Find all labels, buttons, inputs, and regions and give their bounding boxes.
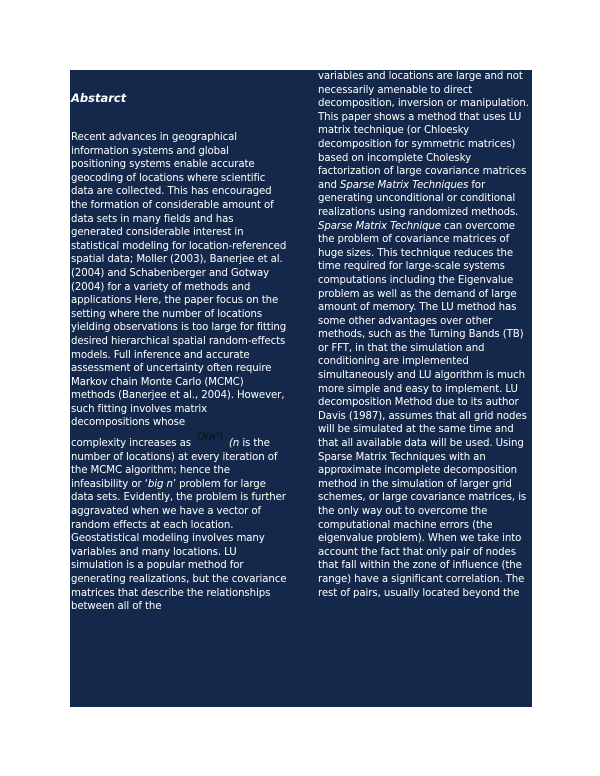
complexity-rest: is the number of locations) at every iteration of the MCMC algorithm; hence the infeasibility or ‘ <box>71 438 278 490</box>
complexity-formula: O(n³) <box>197 432 223 444</box>
n-variable: (n <box>228 438 240 450</box>
abstract-heading: Abstarct <box>71 91 127 105</box>
left-paragraph-a: Recent advances in geographical information systems and global positioning systems enable accurate geocoding of locations where scientific data are collected. This has encouraged the formation of considerable amount of data sets in many fields and has generated considerable interest in statistical modeling for location-referenced spatial data; Moller (2003), Banerjee et al. (2004) and Schabenberger and Gotway (2004) for a variety of methods and applications Here, the paper focus on the setting where the number of locations yielding observations is too large for fitting desired hierarchical spatial random-effects models. Full inference and accurate assessment of uncertainty often require Markov chain Monte Carlo (MCMC) methods (Banerjee et al., 2004). However, such fitting involves matrix decompositions whose <box>71 132 287 429</box>
right-paragraph-c: can overcome the problem of covariance matrices of huge sizes. This technique reduces the time required for large-scale systems computations including the Eigenvalue problem as well as the demand of large amount of memory. The LU method has some other advantages over other methods, such as the Turning Bands (TB) or FFT, in that the simulation and conditioning are implemented simultaneously and LU algorithm is much more simple and easy to implement. LU decomposition Method due to its author Davis (1987), assumes that all grid nodes will be simulated at the same time and that all available data will be used. Using Sparse Matrix Techniques with an approximate incomplete decomposition method in the simulation of larger grid schemes, or large covariance matrices, is the only way out to overcome the computational machine errors (the eigenvalue problem). When we take into account the fact that only pair of nodes that fall within the zone of influence (the range) have a significant correlation. The rest of pairs, usually located beyond the <box>318 220 527 599</box>
abstract-right-text <box>318 70 532 600</box>
abstract-right-column <box>318 70 532 600</box>
left-paragraph-b: ’ problem for large data sets. Evidently, the problem is further aggravated when we have a vector of random effects at each location. Geostatistical modeling involves many variables and many locations. LU simulation is a popular method for generating realizations, but the covariance matrices that describe the relationships between all of the <box>71 478 287 613</box>
sparse-matrix-techniques-term: Sparse Matrix Techniques <box>340 179 469 191</box>
right-paragraph-a: variables and locations are large and not necessarily amenable to direct decomposition, inversion or manipulation. This paper shows a method that uses LU matrix technique (or Chloesky decomposition for symmetric matrices) based on incomplete Cholesky factorization of large covariance matrices and <box>318 71 529 191</box>
sparse-matrix-technique-term: Sparse Matrix Technique <box>318 220 441 232</box>
complexity-text: complexity increases as <box>71 438 191 450</box>
abstract-left-column <box>71 131 287 614</box>
abstract-left-text <box>71 131 287 614</box>
big-n-term: big n <box>147 478 173 490</box>
right-paragraph-b: for generating unconditional or conditional realizations using randomized methods. <box>318 179 519 218</box>
